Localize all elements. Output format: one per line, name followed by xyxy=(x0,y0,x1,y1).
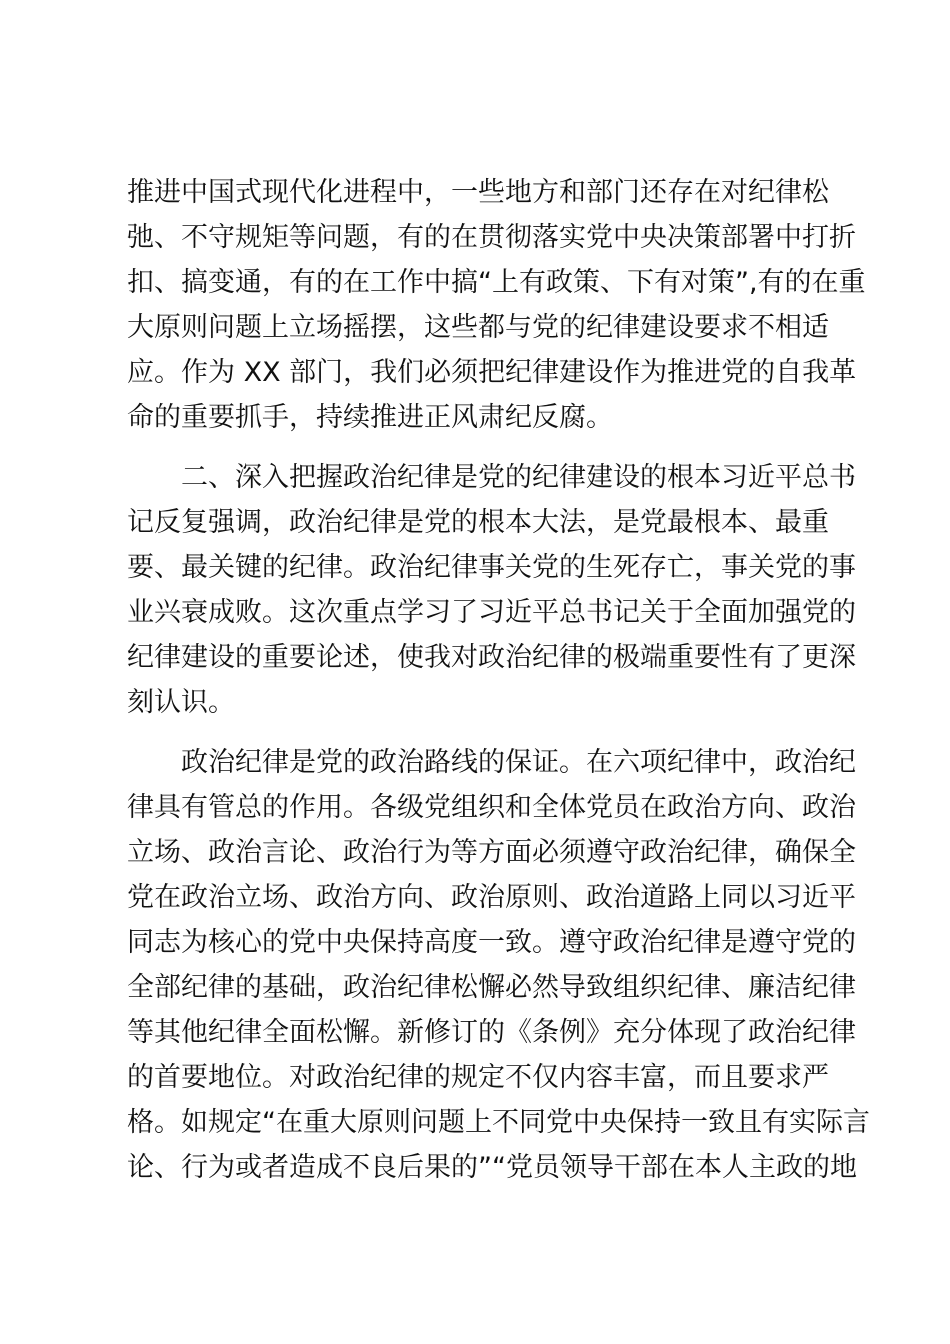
text-line: 命的重要抓手，持续推进正风肃纪反腐。 xyxy=(127,402,613,433)
text-line: 全部纪律的基础，政治纪律松懈必然导致组织纪律、廉洁纪律 xyxy=(127,972,856,1003)
text-line: 同志为核心的党中央保持高度一致。遵守政治纪律是遵守党的 xyxy=(127,927,856,958)
paragraph-3 xyxy=(127,740,870,1190)
text-line: 大原则问题上立场摇摆，这些都与党的纪律建设要求不相适 xyxy=(127,312,829,343)
document-body xyxy=(127,170,870,1190)
text-line: 纪律建设的重要论述，使我对政治纪律的极端重要性有了更深 xyxy=(127,642,856,673)
text-line: 二、深入把握政治纪律是党的纪律建设的根本习近平总书 xyxy=(181,462,856,493)
text-line: 政治纪律是党的政治路线的保证。在六项纪律中，政治纪 xyxy=(181,747,856,778)
text-line: 记反复强调，政治纪律是党的根本大法，是党最根本、最重 xyxy=(127,507,829,538)
text-line: 刻认识。 xyxy=(127,687,235,718)
text-line: 扣、搞变通，有的在工作中搞“上有政策、下有对策”,有的在重 xyxy=(127,267,866,298)
paragraph-gap xyxy=(127,440,827,455)
text-line: 业兴衰成败。这次重点学习了习近平总书记关于全面加强党的 xyxy=(127,597,856,628)
text-line: 格。如规定“在重大原则问题上不同党中央保持一致且有实际言 xyxy=(127,1107,870,1138)
text-line: 等其他纪律全面松懈。新修订的《条例》充分体现了政治纪律 xyxy=(127,1017,856,1048)
text-line: 弛、不守规矩等问题，有的在贯彻落实党中央决策部署中打折 xyxy=(127,222,856,253)
text-line: 党在政治立场、政治方向、政治原则、政治道路上同以习近平 xyxy=(127,882,856,913)
text-line: 要、最关键的纪律。政治纪律事关党的生死存亡，事关党的事 xyxy=(127,552,856,583)
paragraph-1 xyxy=(127,170,866,440)
text-line: 律具有管总的作用。各级党组织和全体党员在政治方向、政治 xyxy=(127,792,856,823)
paragraph-gap xyxy=(127,725,827,740)
text-line: 论、行为或者造成不良后果的”“党员领导干部在本人主政的地 xyxy=(127,1152,857,1183)
text-line: 应。作为 XX 部门，我们必须把纪律建设作为推进党的自我革 xyxy=(127,357,857,388)
paragraph-2 xyxy=(127,455,856,725)
text-line: 推进中国式现代化进程中，一些地方和部门还存在对纪律松 xyxy=(127,177,829,208)
text-line: 的首要地位。对政治纪律的规定不仅内容丰富，而且要求严 xyxy=(127,1062,829,1093)
text-line: 立场、政治言论、政治行为等方面必须遵守政治纪律，确保全 xyxy=(127,837,856,868)
